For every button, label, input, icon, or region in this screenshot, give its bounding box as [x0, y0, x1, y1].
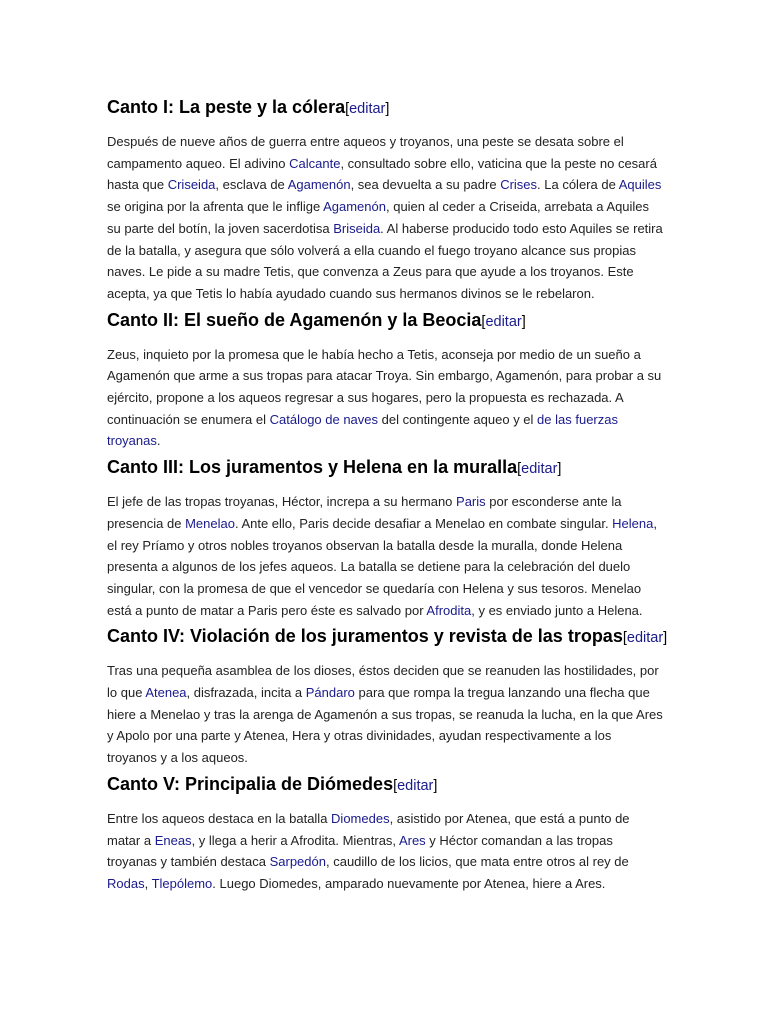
section-heading: [107, 623, 668, 651]
section-canto-5: [107, 771, 663, 895]
inline-link[interactable]: Afrodita: [426, 602, 472, 618]
paragraph-text: , caudillo de los licios, que mata entre otros al rey de: [325, 854, 629, 870]
section-heading: [107, 454, 663, 482]
section-paragraph: [107, 808, 663, 895]
inline-link[interactable]: Briseida: [333, 220, 381, 236]
inline-link[interactable]: Aquiles: [618, 177, 662, 193]
edit-bracket-close: ]: [385, 101, 390, 117]
inline-link[interactable]: de las fuerzas troyanas: [107, 411, 618, 449]
paragraph-text: Después de nueve años de guerra entre aqueos y troyanos, una peste se desata sobre el campamento aqueo. El adivino: [107, 134, 624, 171]
inline-link[interactable]: Paris: [456, 494, 486, 510]
section-paragraph: [107, 660, 663, 769]
inline-link[interactable]: Crises: [500, 177, 538, 193]
section-title: Canto III: Los juramentos y Helena en la muralla: [107, 457, 518, 478]
edit-bracket-close: ]: [433, 777, 438, 794]
inline-link[interactable]: Atenea: [145, 685, 187, 701]
section-title: Canto I: La peste y la cólera: [107, 97, 346, 117]
edit-bracket-close: ]: [557, 461, 562, 478]
paragraph-text: . Ante ello, Paris decide desafiar a Menelao en combate singular.: [234, 515, 613, 531]
document-body: [107, 94, 668, 895]
paragraph-text: Tras una pequeña asamblea de los dioses, éstos deciden que se reanuden las hostilidades, por lo que: [107, 663, 659, 701]
section-heading: [107, 771, 663, 799]
section-paragraph: [107, 491, 663, 621]
paragraph-text: El jefe de las tropas troyanas, Héctor, increpa a su hermano: [107, 494, 457, 510]
inline-link[interactable]: Menelao: [185, 515, 235, 531]
edit-bracket-open: [: [393, 777, 398, 794]
paragraph-text: , consultado sobre ello, vaticina que la peste no cesará hasta que: [107, 155, 657, 193]
edit-link[interactable]: editar: [349, 101, 386, 117]
paragraph-text: , esclava de: [215, 177, 288, 193]
inline-link[interactable]: Tlepólemo: [151, 875, 213, 891]
section-title: Canto V: Principalia de Diómedes: [107, 773, 394, 794]
paragraph-text: , disfrazada, incita a: [186, 685, 306, 701]
inline-link[interactable]: Rodas: [107, 875, 145, 891]
paragraph-text: . Luego Diomedes, amparado nuevamente por Atenea, hiere a Ares.: [212, 875, 606, 891]
paragraph-text: , sea devuelta a su padre: [350, 177, 501, 193]
inline-link[interactable]: Eneas: [154, 832, 192, 848]
edit-bracket-open: [: [481, 313, 486, 330]
paragraph-text: se origina por la afrenta que le inflige: [107, 199, 324, 215]
inline-link[interactable]: Diomedes: [331, 810, 390, 826]
section-canto-2: [107, 307, 663, 453]
inline-link[interactable]: Calcante: [289, 155, 341, 171]
inline-link[interactable]: Helena: [612, 515, 654, 531]
inline-link[interactable]: Criseida: [167, 177, 216, 193]
paragraph-text: . Al haberse producido todo esto Aquiles se retira de la batalla, y asegura que sólo volverá a ella cuando el fuego troyano alcance sus propias naves. Le pide a su madre Tetis, que convenza a Zeus para que ayude a los troyanos. Este acepta, ya que Tetis lo había ayudado cuando sus hermanos divinos se le rebelaron.: [107, 220, 663, 301]
inline-link[interactable]: Pándaro: [305, 685, 355, 701]
section-title: Canto II: El sueño de Agamenón y la Beocia: [107, 309, 482, 330]
inline-link[interactable]: Sarpedón: [269, 854, 326, 870]
edit-bracket-open: [: [622, 630, 627, 647]
paragraph-text: Zeus, inquieto por la promesa que le había hecho a Tetis, aconseja por medio de un sueño a Agamenón que arme a sus tropas para atacar Troya. Sin embargo, Agamenón, para probar a su ejército, propone a los aqueos regresar a sus hogares, pero la propuesta es rechazada. A continuación se enumera el: [107, 346, 662, 427]
paragraph-text: por esconderse ante la presencia de: [107, 494, 622, 531]
section-heading: [107, 94, 663, 122]
edit-link[interactable]: editar: [485, 313, 522, 330]
inline-link[interactable]: Agamenón: [323, 199, 386, 215]
section-heading: [107, 307, 663, 335]
paragraph-text: para que rompa la tregua lanzando una flecha que hiere a Menelao y tras la arenga de Agamenón a sus tropas, se reanuda la lucha, en la que Ares y Apolo por una parte y Atenea, Hera y otras divinidades, ayudan respectivamente a los troyanos y a los aqueos.: [107, 685, 663, 766]
inline-link[interactable]: Ares: [398, 832, 426, 848]
paragraph-text: y Héctor comandan a las tropas troyanas y también destaca: [107, 832, 613, 870]
paragraph-text: , asistido por Atenea, que está a punto de matar a: [107, 810, 630, 848]
edit-link[interactable]: editar: [626, 630, 664, 647]
section-title: Canto IV: Violación de los juramentos y revista de las tropas: [107, 626, 623, 647]
section-canto-4: [107, 623, 668, 769]
paragraph-text: Entre los aqueos destaca en la batalla: [107, 810, 332, 826]
paragraph-text: , y llega a herir a Afrodita. Mientras,: [191, 832, 399, 848]
section-canto-1: [107, 94, 663, 305]
paragraph-text: , el rey Príamo y otros nobles troyanos observan la batalla desde la muralla, donde Helena presenta a algunos de los jefes aqueos. La batalla se detiene para la celebración del duelo singular, con la promesa de que el vencedor se quedaría con Helena y sus tesoros. Menelao está a punto de matar a Paris pero éste es salvado por: [107, 515, 657, 618]
inline-link[interactable]: Agamenón: [287, 177, 351, 193]
edit-link[interactable]: editar: [521, 461, 558, 478]
edit-link[interactable]: editar: [397, 777, 434, 794]
edit-bracket-close: ]: [663, 630, 668, 647]
edit-bracket-close: ]: [521, 313, 526, 330]
paragraph-text: .: [156, 433, 161, 449]
paragraph-text: , quien al ceder a Criseida, arrebata a Aquiles su parte del botín, la joven sacerdotisa: [107, 199, 650, 236]
edit-bracket-open: [: [517, 461, 522, 478]
section-paragraph: [107, 131, 663, 305]
edit-bracket-open: [: [345, 101, 350, 117]
paragraph-text: , y es enviado junto a Helena.: [471, 602, 643, 618]
section-canto-3: [107, 454, 663, 621]
inline-link[interactable]: Catálogo de naves: [269, 411, 379, 427]
section-paragraph: [107, 344, 663, 453]
paragraph-text: ,: [144, 875, 152, 891]
paragraph-text: . La cólera de: [537, 177, 619, 193]
paragraph-text: del contingente aqueo y el: [378, 411, 538, 427]
